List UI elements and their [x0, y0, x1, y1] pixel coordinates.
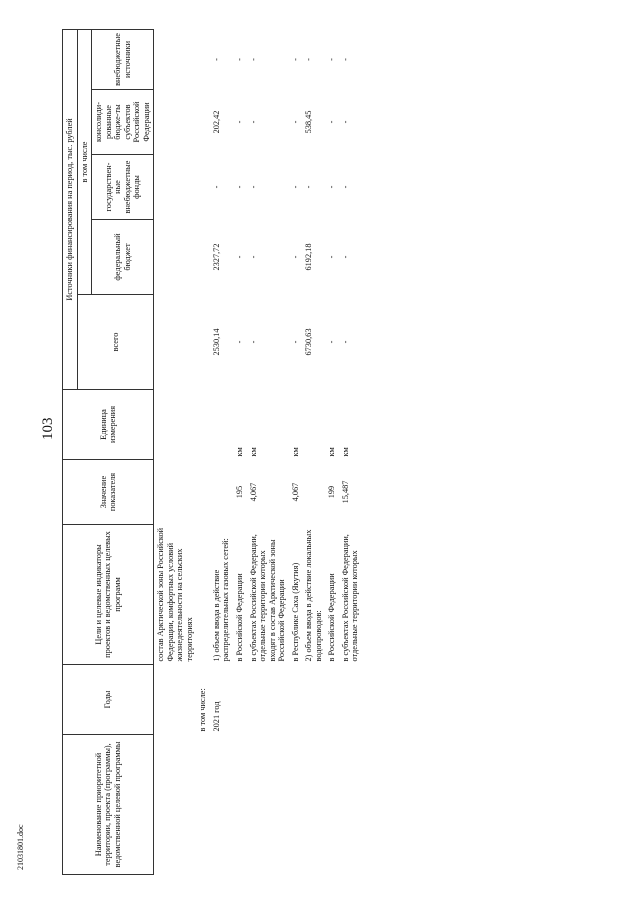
cell-goal: в субъектах Российской Федерации, отдельные территории которых входят в состав Арктической зоны Российской Федерации — [248, 534, 287, 662]
cell-extrabudget: - — [304, 58, 314, 61]
cell-federal: - — [290, 255, 300, 259]
cell-extrabudget: - — [248, 58, 258, 61]
header-unit: Единица измерения — [63, 390, 154, 460]
cell-goal: 1) объем ввода в действие распределительных газовых сетей: — [211, 538, 231, 662]
cell-total — [196, 295, 210, 390]
cell-name — [302, 735, 325, 875]
cell-extrabudget: - — [327, 58, 337, 61]
cell-consolidated: - — [340, 120, 350, 124]
table-header — [63, 29, 154, 874]
cell-unit: км — [327, 447, 337, 457]
cell-state-funds: - — [211, 185, 221, 189]
cell-year — [289, 665, 303, 735]
cell-year — [302, 665, 325, 735]
cell-value: 4,067 — [290, 482, 300, 502]
cell-goal: состав Арктической зоны Российской Федерации, комфортных условий жизнедеятельности на сельских территориях — [156, 527, 194, 662]
cell-extrabudget: - — [290, 58, 300, 61]
header-state-funds: государствен-ные внебюджетные фонды — [92, 155, 154, 220]
cell-extrabudget — [154, 29, 197, 89]
cell-federal — [154, 220, 197, 295]
cell-unit: км — [290, 447, 300, 457]
cell-goal — [196, 525, 210, 665]
cell-federal — [196, 220, 210, 295]
cell-federal: - — [248, 255, 258, 259]
cell-extrabudget: - — [234, 58, 244, 61]
header-value: Значение показателя — [63, 460, 154, 525]
cell-goal: в Российской Федерации — [234, 573, 244, 662]
cell-year — [325, 665, 339, 735]
cell-value — [302, 460, 325, 525]
cell-total: - — [340, 340, 350, 344]
header-extrabudget: внебюджетные источники — [92, 29, 154, 89]
cell-goal: в Российской Федерации — [327, 573, 337, 662]
cell-total: 6730,63 — [304, 328, 314, 356]
cell-value: 15,487 — [340, 480, 350, 504]
cell-consolidated: - — [248, 120, 258, 124]
cell-total: - — [248, 340, 258, 344]
cell-extrabudget: - — [211, 58, 221, 61]
table-row — [289, 29, 303, 874]
cell-unit: км — [234, 447, 244, 457]
header-total: всего — [77, 295, 154, 390]
header-consolidated: консолиди-рованные бюдже-ты субъектов Российской Федерации — [92, 90, 154, 155]
cell-extrabudget: - — [340, 58, 350, 61]
table-row — [210, 29, 233, 874]
cell-unit — [302, 390, 325, 460]
header-years: Годы — [63, 665, 154, 735]
financing-table — [62, 29, 362, 875]
cell-name — [339, 735, 362, 875]
cell-unit: км — [340, 447, 350, 457]
table-row — [247, 29, 289, 874]
cell-total — [154, 295, 197, 390]
cell-unit: км — [248, 447, 258, 457]
cell-state-funds: - — [290, 185, 300, 189]
table-row — [233, 29, 247, 874]
header-federal: федеральный бюджет — [92, 220, 154, 295]
cell-goal: в Республике Саха (Якутия) — [290, 562, 300, 662]
cell-value — [154, 460, 197, 525]
table-row — [154, 29, 197, 874]
document-footer: 21031801.doc — [16, 824, 25, 870]
cell-value: 199 — [327, 485, 337, 499]
cell-state-funds — [196, 155, 210, 220]
cell-name — [210, 735, 233, 875]
cell-total: - — [234, 340, 244, 344]
table-row — [325, 29, 339, 874]
cell-name — [247, 735, 289, 875]
cell-year: в том числе: — [198, 688, 208, 732]
cell-value: 195 — [234, 485, 244, 499]
cell-name — [154, 735, 197, 875]
header-goals: Цели и целевые индикаторы проектов и ведомственных целевых программ — [63, 525, 154, 665]
cell-consolidated: 202,42 — [211, 110, 221, 134]
cell-federal: 2327,72 — [211, 243, 221, 271]
cell-state-funds — [154, 155, 197, 220]
cell-goal: в субъектах Российской Федерации, отдельные территории которых — [340, 534, 360, 662]
cell-total: - — [290, 340, 300, 344]
cell-total: - — [327, 340, 337, 344]
header-name: Наименование приоритетной территории, проекта (программы), ведомственной целевой программы — [63, 735, 154, 875]
cell-year — [154, 665, 197, 735]
cell-consolidated — [154, 90, 197, 155]
cell-year — [233, 665, 247, 735]
cell-name — [325, 735, 339, 875]
cell-consolidated: - — [234, 120, 244, 124]
cell-goal: 2) объем ввода в действие локальных водопроводов: — [304, 529, 323, 662]
header-sources: Источники финансирования на период, тыс. рублей — [63, 29, 78, 389]
cell-total: 2530,14 — [211, 328, 221, 356]
cell-state-funds: - — [248, 185, 258, 189]
cell-value — [196, 460, 210, 525]
cell-state-funds: - — [234, 185, 244, 189]
cell-name — [289, 735, 303, 875]
cell-value: 4,067 — [248, 482, 258, 502]
cell-federal: - — [340, 255, 350, 259]
cell-consolidated: 538,45 — [304, 110, 314, 134]
cell-unit — [196, 390, 210, 460]
page-number: 103 — [40, 417, 56, 440]
cell-unit — [154, 390, 197, 460]
cell-year — [339, 665, 362, 735]
financing-table-sheet — [62, 30, 572, 875]
cell-consolidated — [196, 90, 210, 155]
table-row — [302, 29, 325, 874]
header-including: в том числе — [77, 29, 92, 294]
cell-federal: 6192,18 — [304, 243, 314, 271]
cell-state-funds: - — [340, 185, 350, 189]
table-row — [339, 29, 362, 874]
cell-name — [196, 735, 210, 875]
cell-state-funds: - — [327, 185, 337, 189]
cell-value — [210, 460, 233, 525]
cell-name — [233, 735, 247, 875]
cell-unit — [210, 390, 233, 460]
cell-federal: - — [327, 255, 337, 259]
cell-state-funds: - — [304, 185, 314, 189]
cell-year — [247, 665, 289, 735]
cell-extrabudget — [196, 29, 210, 89]
table-body — [154, 29, 362, 874]
table-row — [196, 29, 210, 874]
cell-consolidated: - — [290, 120, 300, 124]
cell-consolidated: - — [327, 120, 337, 124]
cell-year: 2021 год — [211, 701, 221, 732]
cell-federal: - — [234, 255, 244, 259]
